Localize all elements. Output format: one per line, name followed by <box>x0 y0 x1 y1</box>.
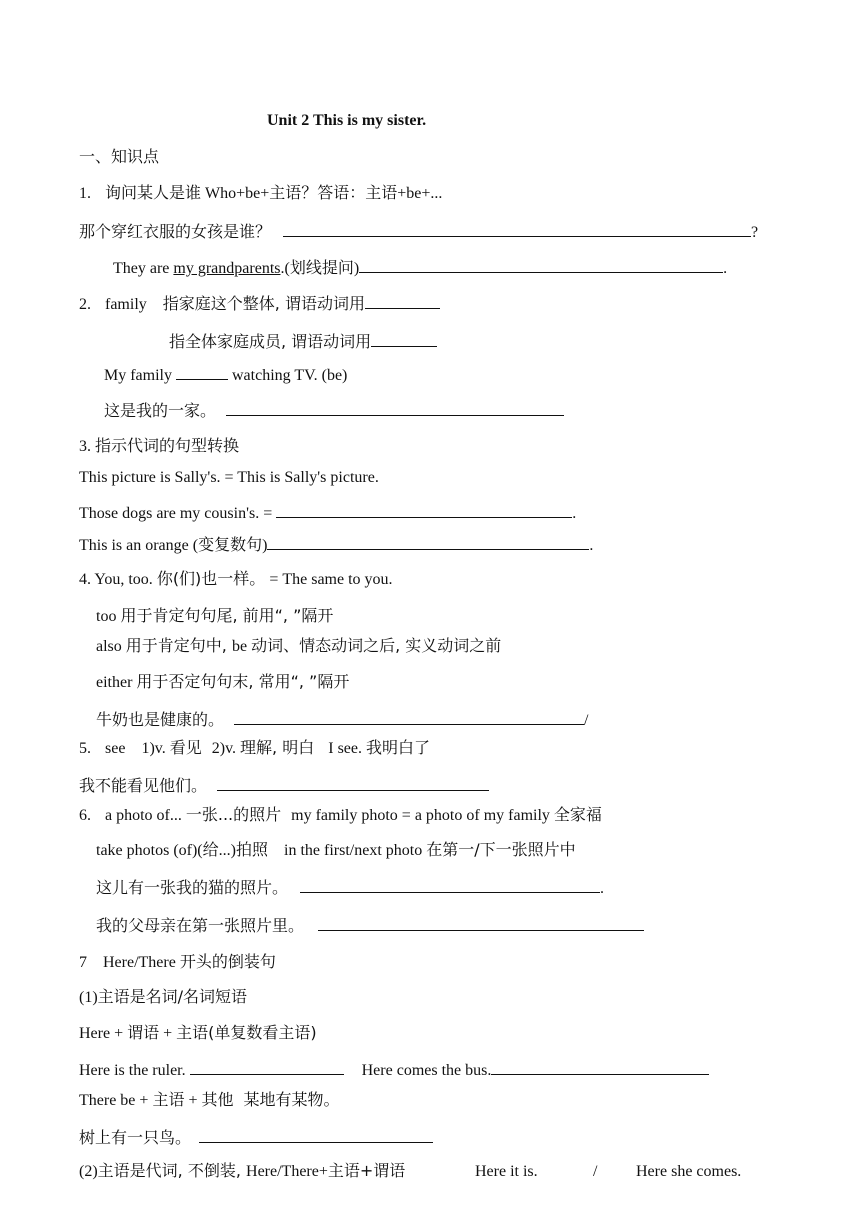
text-en: ) <box>262 537 268 554</box>
item-4 <box>79 569 393 590</box>
text-en: also <box>96 638 126 655</box>
text-en: Here/There <box>103 954 180 971</box>
text-cn: 用于否定句句末, 常用“, ”隔开 <box>136 672 350 691</box>
item-number: 6. <box>79 807 91 824</box>
text-en: This is an orange ( <box>79 537 199 554</box>
text-cn: 主语+谓语 <box>327 1161 406 1180</box>
answer-blank[interactable] <box>300 876 600 893</box>
note-line <box>96 840 576 861</box>
text-cn: 在第一/下一张照片中 <box>426 840 576 859</box>
exercise-line <box>104 363 347 386</box>
text-en: There be + <box>79 1092 153 1109</box>
answer-blank[interactable] <box>371 330 437 347</box>
text-cn: 主语是名词/名词短语 <box>97 987 248 1006</box>
exercise-line <box>79 774 489 797</box>
answer-blank[interactable] <box>318 914 644 931</box>
text-en: .( <box>280 260 290 277</box>
exercise-line <box>79 1126 433 1149</box>
text-en: 2)v. <box>211 740 241 757</box>
note-line <box>96 636 501 657</box>
answer-blank[interactable] <box>190 1058 344 1075</box>
text-en: (1) <box>79 989 98 1006</box>
note-line <box>96 606 333 627</box>
exercise-line <box>96 876 604 899</box>
text-en: + <box>159 1025 177 1042</box>
text-en: They are <box>113 260 174 277</box>
answer-blank[interactable] <box>176 363 228 380</box>
text-en: = The same to you. <box>265 571 393 588</box>
exercise-line <box>96 708 588 731</box>
punctuation: . <box>589 537 594 554</box>
exercise-line <box>113 256 727 279</box>
text-en: (2) <box>79 1163 98 1180</box>
text-cn: 理解, 明白 <box>240 738 315 757</box>
exercise-line <box>79 501 576 524</box>
separator: / <box>593 1163 598 1180</box>
text-en: Here comes the bus. <box>361 1062 492 1079</box>
text-en: see <box>105 740 126 757</box>
text-cn: 开头的倒装句 <box>179 952 276 971</box>
pattern-line <box>79 1090 340 1111</box>
prompt-cn: 那个穿红衣服的女孩是谁？ <box>79 222 272 241</box>
text-en: Here/There+ <box>246 1163 328 1180</box>
text-cn: 划线提问 <box>289 258 354 277</box>
text-en: my family photo = a photo of my family <box>291 807 554 824</box>
text-cn: 拍照 <box>235 840 268 859</box>
text-cn: 看见 <box>169 738 202 757</box>
text-cn: 指全体家庭成员, 谓语动词用 <box>169 332 372 351</box>
text-cn: 主语？答语：主语 <box>269 183 398 202</box>
text-en: ) <box>353 260 360 277</box>
prompt-cn: 牛奶也是健康的。 <box>96 710 225 729</box>
text-en: +be+... <box>397 185 443 202</box>
answer-blank[interactable] <box>226 399 564 416</box>
text-cn: 指家庭这个整体, 谓语动词用 <box>162 294 365 313</box>
text-cn: 某地有某物。 <box>243 1090 340 1109</box>
subheading <box>79 1161 405 1182</box>
answer-blank[interactable] <box>276 501 572 518</box>
text-en: 4. You, too. <box>79 571 157 588</box>
text-en: Here + <box>79 1025 128 1042</box>
exercise-line <box>79 1058 709 1081</box>
text-en: be <box>231 638 252 655</box>
exercise-line <box>79 220 758 243</box>
text-cn: 主语 <box>152 1090 185 1109</box>
page-title: Unit 2 This is my sister. <box>267 112 427 129</box>
example-line: This picture is Sally's. = This is Sally's picture. <box>79 469 379 486</box>
item-number: 5. <box>79 740 91 757</box>
exercise-line <box>104 399 564 422</box>
answer-blank[interactable] <box>217 774 489 791</box>
prompt-cn: 树上有一只鸟。 <box>79 1128 192 1147</box>
item-7 <box>79 952 276 973</box>
text-cn: 指示代词的句型转换 <box>95 436 240 455</box>
text-cn: 用于肯定句中, <box>125 636 232 655</box>
example-text: Here it is. <box>475 1163 538 1180</box>
text-en: Who+be+ <box>205 185 270 202</box>
answer-blank[interactable] <box>267 533 589 550</box>
text-en: My family <box>104 367 176 384</box>
text-en: I see. <box>328 740 366 757</box>
item-6 <box>79 805 602 826</box>
text-cn: 谓语 <box>127 1023 160 1042</box>
text-en: family <box>105 296 147 313</box>
item-number: 3. <box>79 438 91 455</box>
answer-blank[interactable] <box>491 1058 709 1075</box>
text-en: in the first/next photo <box>284 842 427 859</box>
text-en: watching TV. (be) <box>228 367 348 384</box>
text-en: Those dogs are my cousin's. = <box>79 505 277 522</box>
text-en: ...) <box>218 842 236 859</box>
punctuation: ? <box>751 224 759 241</box>
answer-blank[interactable] <box>365 292 440 309</box>
text-cn: 询问某人是谁 <box>105 183 202 202</box>
text-cn: 全家福 <box>553 805 602 824</box>
text-cn: 我明白了 <box>366 738 431 757</box>
prompt-cn: 我不能看见他们。 <box>79 776 208 795</box>
text-en: either <box>96 674 137 691</box>
text-en: too <box>96 608 121 625</box>
text-cn: 变复数句 <box>198 535 263 554</box>
text-en: 1)v. <box>141 740 170 757</box>
item-2-line <box>169 330 437 353</box>
section-heading: 一、知识点 <box>79 147 160 166</box>
text-cn: 其他 <box>201 1090 234 1109</box>
underlined-phrase: my grandparents <box>173 260 281 277</box>
punctuation: . <box>600 880 605 897</box>
text-en: Here is the ruler. <box>79 1062 190 1079</box>
text-cn: 给 <box>202 840 219 859</box>
note-line <box>96 672 349 693</box>
answer-blank[interactable] <box>234 708 584 725</box>
subheading <box>79 987 247 1008</box>
punctuation: . <box>723 260 728 277</box>
answer-blank[interactable] <box>359 256 723 273</box>
text-cn: 主语(单复数看主语) <box>176 1023 317 1042</box>
item-2 <box>79 292 440 315</box>
prompt-cn: 这儿有一张我的猫的照片。 <box>96 878 289 897</box>
text-en: take photos (of)( <box>96 842 203 859</box>
item-5 <box>79 738 430 759</box>
punctuation: . <box>572 505 577 522</box>
item-1 <box>79 183 442 204</box>
item-number: 2. <box>79 296 91 313</box>
exercise-line <box>96 914 644 937</box>
text-cn: 用于肯定句句尾, 前用“, ”隔开 <box>120 606 334 625</box>
answer-blank[interactable] <box>283 220 751 237</box>
text-en: + <box>184 1092 202 1109</box>
text-cn: 你(们)也一样。 <box>156 569 266 588</box>
text-en: a photo of... <box>105 807 186 824</box>
exercise-line <box>79 533 593 556</box>
item-3 <box>79 436 239 457</box>
prompt-cn: 这是我的一家。 <box>104 401 217 420</box>
item-number: 1. <box>79 185 91 202</box>
text-cn: 主语是代词, 不倒装, <box>97 1161 247 1180</box>
punctuation: / <box>584 712 589 729</box>
item-number: 7 <box>79 954 87 971</box>
answer-blank[interactable] <box>199 1126 433 1143</box>
text-cn: 动词、情态动词之后, 实义动词之前 <box>251 636 502 655</box>
prompt-cn: 我的父母亲在第一张照片里。 <box>96 916 305 935</box>
text-cn: 一张...的照片 <box>185 805 282 824</box>
pattern-line <box>79 1023 317 1044</box>
example-text: Here she comes. <box>636 1163 742 1180</box>
